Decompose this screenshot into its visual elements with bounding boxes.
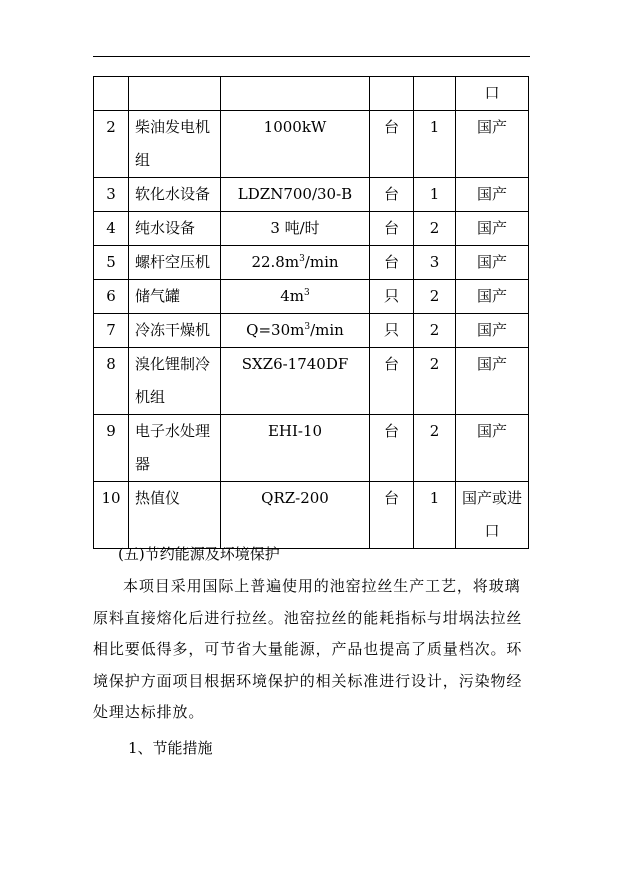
table-row [94, 280, 529, 314]
origin-cell: 国产 [456, 178, 529, 212]
spec-cell: LDZN700/30-B [221, 178, 370, 212]
qty-cell: 1 [414, 111, 456, 178]
spec-cell: 1000kW [221, 111, 370, 178]
no-cell: 5 [94, 246, 129, 280]
unit-cell: 只 [370, 280, 414, 314]
name-cell: 热值仪 [129, 482, 221, 549]
header-rule [93, 56, 530, 57]
qty-cell: 1 [414, 178, 456, 212]
qty-cell: 2 [414, 415, 456, 482]
no-cell: 2 [94, 111, 129, 178]
unit-cell: 台 [370, 178, 414, 212]
name-cell: 螺杆空压机 [129, 246, 221, 280]
no-cell: 7 [94, 314, 129, 348]
origin-cell: 口 [456, 77, 529, 111]
table-row [94, 178, 529, 212]
qty-cell: 2 [414, 314, 456, 348]
unit-cell: 台 [370, 415, 414, 482]
origin-cell: 国产 [456, 348, 529, 415]
table-row [94, 212, 529, 246]
unit-cell [370, 77, 414, 111]
spec-cell: QRZ-200 [221, 482, 370, 549]
unit-cell: 台 [370, 482, 414, 549]
qty-cell: 3 [414, 246, 456, 280]
table-row [94, 77, 529, 111]
table-row [94, 314, 529, 348]
unit-cell: 台 [370, 111, 414, 178]
name-cell: 电子水处理器 [129, 415, 221, 482]
spec-cell: $4m^3$ [221, 280, 370, 314]
unit-cell: 台 [370, 212, 414, 246]
name-cell [129, 77, 221, 111]
unit-cell: 台 [370, 348, 414, 415]
no-cell: 8 [94, 348, 129, 415]
table-row [94, 246, 529, 280]
qty-cell: 2 [414, 212, 456, 246]
no-cell: 9 [94, 415, 129, 482]
equipment-table [93, 76, 529, 549]
unit-cell: 只 [370, 314, 414, 348]
name-cell: 冷冻干燥机 [129, 314, 221, 348]
qty-cell: 2 [414, 348, 456, 415]
unit-cell: 台 [370, 246, 414, 280]
no-cell: 4 [94, 212, 129, 246]
spec-cell: SXZ6-1740DF [221, 348, 370, 415]
table-row [94, 415, 529, 482]
origin-cell: 国产 [456, 212, 529, 246]
name-cell: 储气罐 [129, 280, 221, 314]
origin-cell: 国产 [456, 314, 529, 348]
no-cell [94, 77, 129, 111]
no-cell: 6 [94, 280, 129, 314]
no-cell: 3 [94, 178, 129, 212]
spec-cell: EHI-10 [221, 415, 370, 482]
origin-cell: 国产 [456, 415, 529, 482]
subsection-title: 1、节能措施 [128, 739, 213, 757]
origin-cell: 国产 [456, 246, 529, 280]
body-paragraph: 本项目采用国际上普遍使用的池窑拉丝生产工艺，将玻璃原料直接熔化后进行拉丝。池窑拉丝的能耗指标与坩埚法拉丝相比要低得多，可节省大量能源，产品也提高了质量档次。环境保护方面项目根据环境保护的相关标准进行设计，污染物经处理达标排放。 [93, 577, 523, 721]
spec-cell: $Q=30m^3/\min$ [221, 314, 370, 348]
no-cell: 10 [94, 482, 129, 549]
name-cell: 软化水设备 [129, 178, 221, 212]
table-row [94, 111, 529, 178]
spec-cell [221, 77, 370, 111]
name-cell: 纯水设备 [129, 212, 221, 246]
name-cell: 柴油发电机组 [129, 111, 221, 178]
qty-cell: 1 [414, 482, 456, 549]
origin-cell: 国产或进口 [456, 482, 529, 549]
spec-cell: 3 吨/时 [221, 212, 370, 246]
qty-cell: 2 [414, 280, 456, 314]
origin-cell: 国产 [456, 111, 529, 178]
name-cell: 溴化锂制冷机组 [129, 348, 221, 415]
spec-cell: $22.8m^3/\min$ [221, 246, 370, 280]
origin-cell: 国产 [456, 280, 529, 314]
table-row [94, 348, 529, 415]
section-title: (五)节约能源及环境保护 [118, 545, 280, 563]
qty-cell [414, 77, 456, 111]
